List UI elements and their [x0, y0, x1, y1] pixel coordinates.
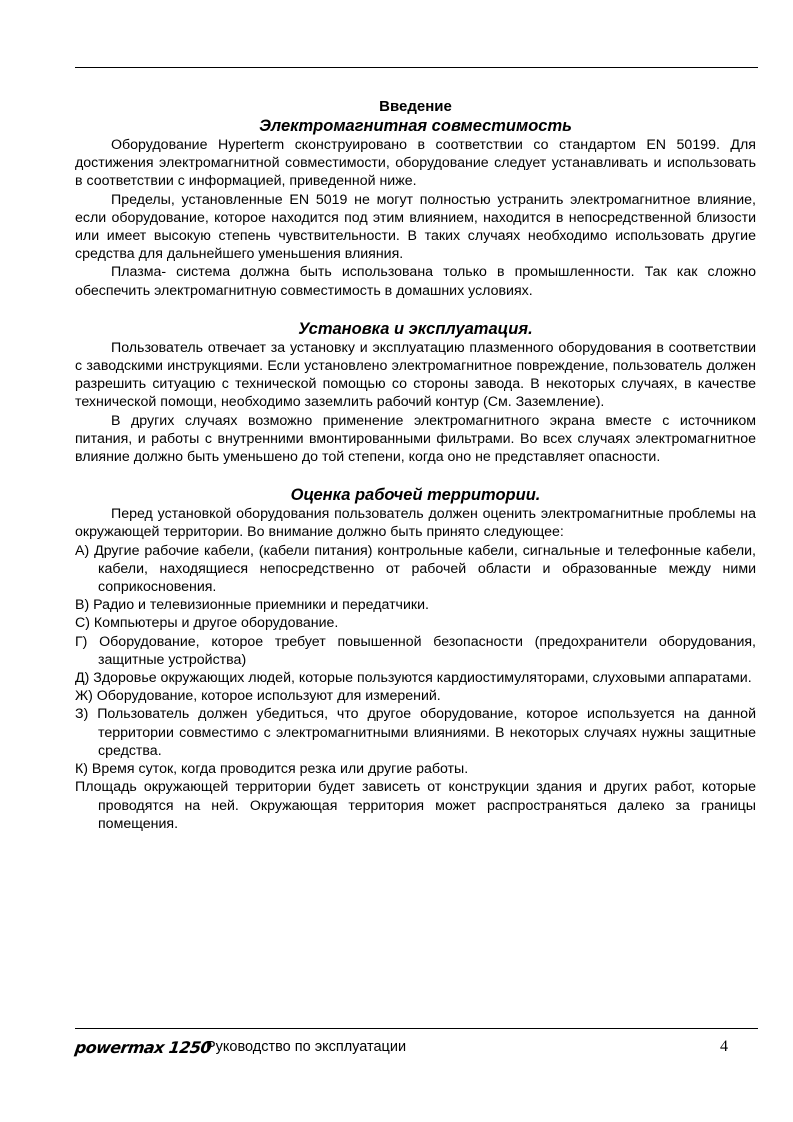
- assessment-item-g: Г) Оборудование, которое требует повышенной безопасности (предохранители оборудования, защитные устройства): [75, 633, 756, 668]
- assessment-item-d: Д) Здоровье окружающих людей, которые пользуются кардиостимуляторами, слуховыми аппаратами.: [75, 670, 752, 687]
- footer-manual-title: Руководство по эксплуатации: [206, 1039, 407, 1055]
- installation-paragraph-2: В других случаях возможно применение электромагнитного экрана вместе с источником питания, и работы с внутренними вмонтированными фильтрами. Во всех случаях электромагнитное влияние должно быть уменьшено до той степени, когда оно не представляет опасности.: [75, 412, 756, 466]
- footer-rule: [75, 1028, 758, 1029]
- intro-title: Введение: [379, 98, 452, 115]
- page-number: 4: [720, 1038, 728, 1055]
- assessment-item-a: А) Другие рабочие кабели, (кабели питания) контрольные кабели, сигнальные и телефонные кабели, кабели, находящиеся непосредственно от рабочей области и образованные между ними соприкосновения.: [75, 542, 756, 596]
- intro-paragraph-3: Плазма- система должна быть использована только в промышленности. Так как сложно обеспечить электромагнитную совместимость в домашних условиях.: [75, 264, 756, 299]
- intro-subtitle: Электромагнитная совместимость: [259, 117, 572, 135]
- assessment-item-zh: Ж) Оборудование, которое используют для измерений.: [75, 688, 441, 705]
- intro-paragraph-1: Оборудование Hyperterm сконструировано в соответствии со стандартом EN 50199. Для достижения электромагнитной совместимости, оборудование следует устанавливать и использовать в соответствии с информацией, приведенной ниже.: [75, 137, 756, 190]
- document-body: [75, 97, 756, 833]
- header-rule: [75, 67, 758, 68]
- powermax-logo: powermax 1250: [73, 1038, 213, 1057]
- assessment-title: Оценка рабочей территории.: [290, 486, 541, 505]
- installation-paragraph-1: Пользователь отвечает за установку и эксплуатацию плазменного оборудования в соответствии с заводскими инструкциями. Если установлено электромагнитное повреждение, пользователь должен разрешить ситуацию с технической помощью со стороны завода. В некоторых случаях, в качестве технической помощи, необходимо заземлить рабочий контур (См. Заземление).: [75, 339, 756, 411]
- assessment-closing: Площадь окружающей территории будет зависеть от конструкции здания и других работ, которые проводятся на ней. Окружающая территория может распространяться далеко за границы помещения.: [75, 779, 756, 832]
- assessment-item-k: К) Время суток, когда проводится резка или другие работы.: [75, 761, 469, 778]
- installation-title: Установка и эксплуатация.: [298, 319, 533, 338]
- intro-paragraph-2: Пределы, установленные EN 5019 не могут полностью устранить электромагнитное влияние, если оборудование, которое находится под этим влиянием, находится в непосредственной близости или имеет высокую степень чувствительности. В таких случаях необходимо использовать другие средства для дальнейшего уменьшения влияния.: [75, 191, 756, 263]
- assessment-item-b: В) Радио и телевизионные приемники и передатчики.: [75, 597, 429, 614]
- assessment-intro: Перед установкой оборудования пользователь должен оценить электромагнитные проблемы на окружающей территории. Во внимание должно быть принято следующее:: [75, 506, 756, 541]
- page-footer: [75, 1037, 758, 1059]
- assessment-item-z: З) Пользователь должен убедиться, что другое оборудование, которое используется на данной территории совместимо с электромагнитными влияниями. В некоторых случаях нужны защитные средства.: [75, 706, 756, 759]
- assessment-item-c: С) Компьютеры и другое оборудование.: [75, 615, 339, 632]
